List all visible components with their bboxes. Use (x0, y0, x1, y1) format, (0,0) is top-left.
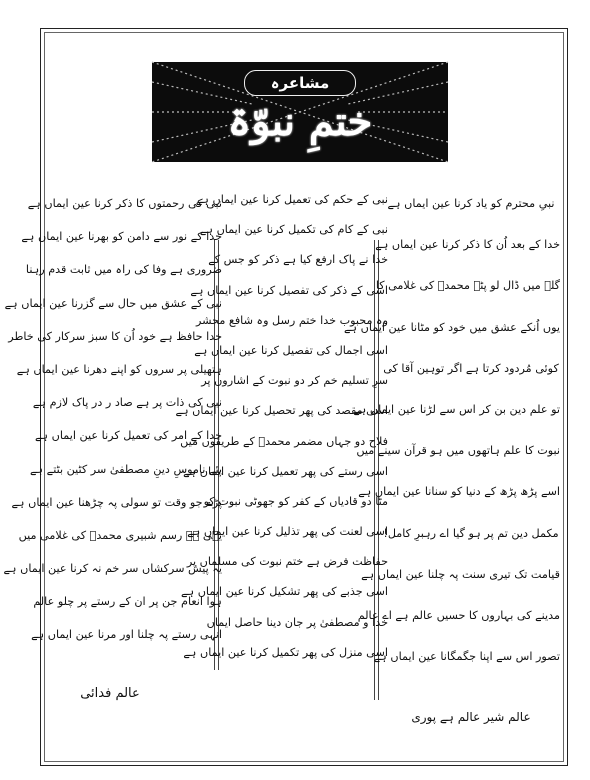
poem-line: نبی کے حکم کی تعمیل کرنا عین ایماں ہے (195, 193, 388, 206)
poem-line: خدا کے بعد اُن کا ذکر کرنا عین ایماں ہے (375, 238, 560, 252)
poem-line: خدا حافظ ہے خود اُن کا سبز سرکار کی خاطر (8, 329, 222, 343)
poem-line: اسی لعنت کی پھر تذلیل کرنا عین ایماں ہے (187, 525, 388, 539)
poem-line: خدا و مصطفیٰ پر جان دینا حاصل ایماں (206, 615, 388, 629)
poem-line: نبی کی رحمتوں کا ذکر کرنا عین ایماں ہے (27, 197, 222, 210)
poem-right-column (343, 178, 560, 669)
poem-line: خدا کے نور سے دامن کو بھرنا عین ایماں ہے (21, 230, 222, 244)
poem-line: قیامت تک تیری سنت پہ چلنا عین ایماں ہے (361, 567, 560, 581)
poem-line: ضروری ہے وفا کی راہ میں ثابت قدم رہنا (25, 263, 222, 277)
poem-line: فلاح دو جہاں مضمر محمدؐ کے طریقوں میں (180, 434, 388, 448)
poem-line: ہتھیلی پر سروں کو اپنے دھرنا عین ایماں ہے (16, 362, 222, 376)
poem-line: یوں اُنکے عشق میں خود کو مٹانا عین ایماں ہے (343, 320, 560, 334)
poem-line: اسی رستے کی پھر تعمیل کرنا عین ایماں ہے (183, 464, 388, 478)
poem-line: وہ محبوب خدا ختم رسل وہ شافع محشر (195, 313, 388, 327)
poem-line: نبی کے عشق میں حال سے گزرنا عین ایماں ہے (4, 296, 222, 310)
poem-line: یہی ہے رسم شبیری محمدؐ کی غلامی میں (18, 528, 222, 542)
poem-line: اسی جذبے کی پھر تشکیل کرنا عین ایماں ہے (181, 585, 388, 599)
poem-line: یہ پیش سرکشاں سر خم نہ کرنا عین ایماں ہے (3, 562, 222, 576)
poem-line: خدا نے پاک ارفع کیا ہے ذکر کو جس کے (208, 253, 388, 267)
poem-line: اسی اجمال کی تفصیل کرنا عین ایماں ہے (194, 343, 388, 357)
poem-line: ہوا انعام جن پر ان کے رستے پر چلو عالم (33, 595, 222, 609)
right-signature: عالم شیر عالم ہے پوری (411, 710, 531, 724)
poem-line: پڑے جو وقت تو سولی پہ چڑھنا عین ایماں ہے (11, 495, 222, 509)
poem-line: نبیِ محترم کو یاد کرنا عین ایماں ہے (387, 197, 555, 210)
poem-line: مدینے کی بہاروں کا حسیں عالم ہے اے عالم (357, 608, 560, 622)
poem-line: اسی کے ذکر کی تفصیل کرنا عین ایماں ہے (190, 283, 388, 297)
poem-line: تصور اس سے اپنا جگمگانا عین ایماں ہے (373, 650, 560, 664)
poem-line: اسی مقصد کی پھر تحصیل کرنا عین ایماں ہے (175, 404, 388, 418)
banner-badge: مشاعرہ (244, 70, 356, 96)
poem-line: اسی منزل کی پھر تکمیل کرنا عین ایماں ہے (183, 645, 388, 659)
poem-left-column (3, 178, 222, 648)
poem-line: خدا کے امر کی تعمیل کرنا عین ایماں ہے (35, 429, 222, 443)
poem-line: سرِ تسلیم خم کر دو نبوت کے اشاروں پر (201, 374, 388, 388)
left-signature: عالم فدائی (80, 686, 140, 701)
poem-line: نبی کی ذات پر ہے صاد ر در پاک لازم ہے (32, 396, 222, 410)
poem-middle-column (175, 178, 388, 665)
poem-line: مکمل دین تم پر ہو گیا اے رہبرِ کامل! (383, 526, 559, 540)
poem-line: نبوت کا علم ہاتھوں میں ہو قرآن سینے میں (356, 444, 560, 458)
poem-line: نبی کے کام کی تکمیل کرنا عین ایماں ہے (199, 223, 388, 237)
poem-line: پئے ناموسِ دینِ مصطفیٰ سر کٹین بٹتے ہے (29, 462, 222, 476)
poem-line: کوئی مُردود کرتا ہے اگر توہین آقا کی (383, 361, 559, 375)
poem-line: حفاظت فرض ہے ختم نبوت کی مسلماں پر (186, 555, 388, 569)
poem-line: اسے پڑھ پڑھ کے دنیا کو سنانا عین ایماں ہے (358, 485, 560, 499)
page-title: ختمِ نبوّۃ (227, 98, 373, 145)
poem-line: گلے میں ڈال لو پٹہ محمدؐ کی غلامی کا (375, 279, 560, 293)
poem-line: تو علم دین بن کر اس سے لڑنا عین ایماں ہے (353, 402, 560, 416)
poem-line: انہی رستے پہ چلنا اور مرنا عین ایماں ہے (31, 628, 222, 642)
poem-line: مٹا دو قادیاں کے کفر کو جھوٹی نبوت کو (203, 494, 388, 508)
